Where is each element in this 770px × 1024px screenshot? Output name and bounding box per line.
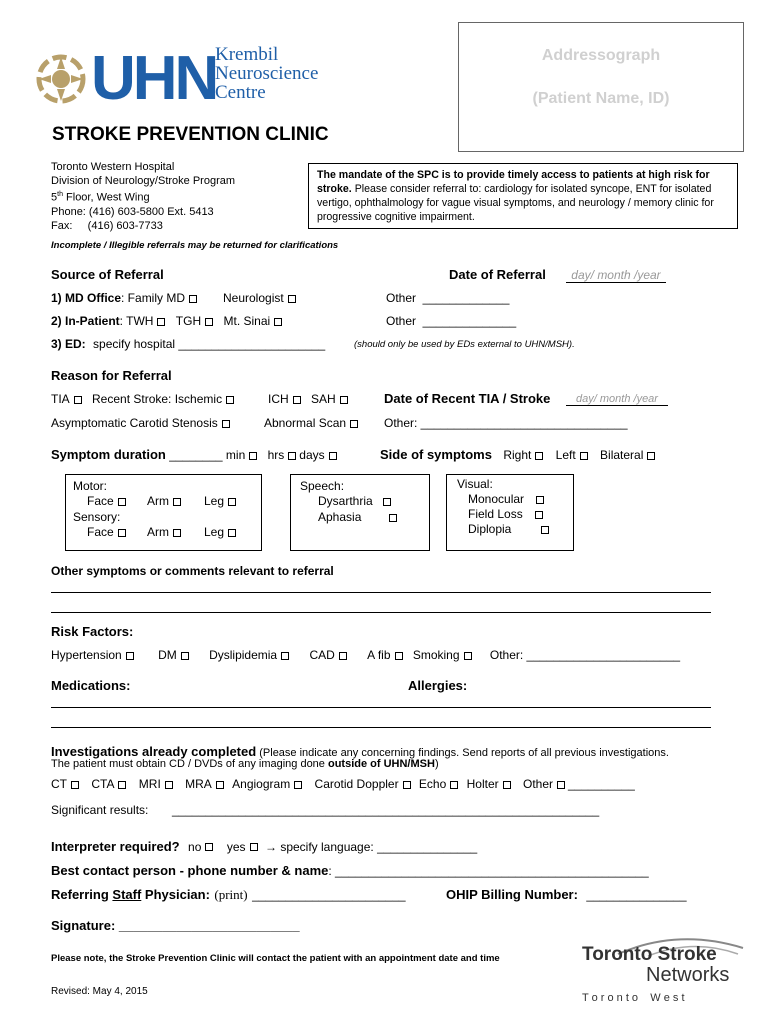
monocular-row: Monocular: [468, 492, 547, 506]
uhn-logo: [35, 45, 325, 115]
motor-sensory-box: [65, 474, 262, 551]
addressograph-subtitle: (Patient Name, ID): [532, 90, 670, 107]
ich-checkbox[interactable]: [293, 396, 301, 404]
tsn-logo: [578, 934, 758, 1014]
reason-row2: Asymptomatic Carotid Stenosis: [51, 416, 233, 430]
sensory-arm-checkbox[interactable]: [173, 529, 181, 537]
uhn-emblem-icon: [35, 49, 87, 109]
risk-other-field[interactable]: Other: _______________________: [489, 648, 681, 662]
abnormal-scan-checkbox[interactable]: [350, 420, 358, 428]
mandate-text: Please consider referral to: cardiology for isolated syncope, ENT for isolated vertigo, ophthalmology for vague visual symptoms, and neurology / memory clinic for progressive cognitive impairment.: [317, 183, 714, 223]
revised-date: Revised: May 4, 2015: [51, 986, 148, 997]
hospital-division: Division of Neurology/Stroke Program: [51, 175, 236, 187]
recent-tia-date-label: Date of Recent TIA / Stroke: [384, 391, 551, 406]
risk-row: Hypertension DM Dyslipidemia CAD A fib Smoking Other: _______________________: [51, 648, 681, 662]
signature-field[interactable]: Signature: _________________________: [51, 918, 300, 933]
investigations-other-field[interactable]: __________: [568, 777, 635, 791]
right-checkbox[interactable]: [535, 452, 543, 460]
hrs-checkbox[interactable]: [288, 452, 296, 460]
visual-label: Visual:: [457, 477, 493, 491]
recent-tia-date-field[interactable]: day/ month /year: [566, 393, 668, 406]
symptom-duration-row: Symptom duration ________ min hrs days: [51, 447, 340, 462]
page-title: STROKE PREVENTION CLINIC: [52, 124, 329, 145]
hospital-fax: Fax: (416) 603-7733: [51, 219, 163, 232]
neurologist-row: Neurologist: [223, 291, 299, 305]
date-of-referral-label: Date of Referral: [449, 267, 546, 282]
logo-line2: Neuroscience: [215, 63, 319, 84]
reason-other-field[interactable]: Other: _______________________________: [384, 416, 628, 430]
dysarthria-checkbox[interactable]: [383, 498, 391, 506]
motor-arm-checkbox[interactable]: [173, 498, 181, 506]
interpreter-row: Interpreter required? no yes → specify language: _______________: [51, 839, 478, 854]
left-checkbox[interactable]: [580, 452, 588, 460]
aphasia-row: Aphasia: [318, 510, 400, 524]
mt-sinai-checkbox[interactable]: [274, 318, 282, 326]
other1-field[interactable]: Other _____________: [386, 291, 510, 305]
hospital-info: [51, 160, 235, 233]
hospital-phone: Phone: (416) 603-5800 Ext. 5413: [51, 205, 214, 218]
monocular-checkbox[interactable]: [536, 496, 544, 504]
risk-heading: Risk Factors:: [51, 624, 134, 639]
neurologist-checkbox[interactable]: [288, 295, 296, 303]
investigations-row: CT CTA MRI MRA Angiogram Carotid Doppler Echo Holter Other __________: [51, 777, 635, 791]
days-checkbox[interactable]: [329, 452, 337, 460]
carotid-stenosis-checkbox[interactable]: [222, 420, 230, 428]
dyslipidemia-checkbox[interactable]: [281, 652, 289, 660]
mandate-bold: The mandate of the SPC is to provide timely access to patients at high risk for stroke.: [317, 169, 710, 195]
investigations-heading: Investigations already completed: [51, 744, 257, 759]
language-field[interactable]: → specify language: _______________: [265, 840, 478, 854]
please-note: Please note, the Stroke Prevention Clinic will contact the patient with an appointment date and time: [51, 953, 500, 964]
hospital-floor: 5th Floor, West Wing: [51, 191, 150, 204]
tgh-checkbox[interactable]: [205, 318, 213, 326]
medications-label: Medications:: [51, 678, 131, 693]
motor-label: Motor:: [73, 479, 108, 493]
tia-checkbox[interactable]: [74, 396, 82, 404]
other-symptoms-line2[interactable]: [51, 612, 711, 613]
holter-checkbox[interactable]: [503, 781, 511, 789]
ischemic-checkbox[interactable]: [226, 396, 234, 404]
field-loss-row: Field Loss: [468, 507, 546, 521]
logo-line3: Centre: [215, 82, 266, 103]
mri-checkbox[interactable]: [165, 781, 173, 789]
addressograph-box[interactable]: [458, 22, 744, 152]
diplopia-row: Diplopia: [468, 522, 552, 536]
medications-line2[interactable]: [51, 727, 711, 728]
interpreter-no-checkbox[interactable]: [205, 843, 213, 851]
motor-face-checkbox[interactable]: [118, 498, 126, 506]
ed-row: 3) ED: specify hospital ______________________: [51, 337, 326, 351]
motor-leg: Leg: [204, 494, 239, 508]
uhn-wordmark: UHN: [91, 44, 217, 113]
sensory-arm: Arm: [147, 525, 184, 539]
diplopia-checkbox[interactable]: [541, 526, 549, 534]
sensory-label: Sensory:: [73, 510, 121, 524]
reason-row1: TIA Recent Stroke: Ischemic: [51, 392, 237, 406]
tsn-line2: Networks: [646, 964, 730, 986]
carotid-doppler-checkbox[interactable]: [403, 781, 411, 789]
bilateral-checkbox[interactable]: [647, 452, 655, 460]
abnormal-scan-row: Abnormal Scan: [264, 416, 361, 430]
ct-checkbox[interactable]: [71, 781, 79, 789]
min-checkbox[interactable]: [249, 452, 257, 460]
other-symptoms-line1[interactable]: [51, 592, 711, 593]
smoking-checkbox[interactable]: [464, 652, 472, 660]
family-md-checkbox[interactable]: [189, 295, 197, 303]
ed-note: (should only be used by EDs external to UHN/MSH).: [354, 339, 575, 350]
obtain-note: The patient must obtain CD / DVDs of any imaging done outside of UHN/MSH): [51, 758, 439, 770]
interpreter-yes-checkbox[interactable]: [250, 843, 258, 851]
md-office-row: 1) MD Office: Family MD: [51, 291, 200, 305]
sensory-face: Face: [87, 525, 129, 539]
mandate-box: [308, 163, 738, 229]
investigations-note: (Please indicate any concerning findings. Send reports of all previous investigations.: [256, 747, 669, 759]
speech-box: [290, 474, 430, 551]
echo-checkbox[interactable]: [450, 781, 458, 789]
incomplete-note: Incomplete / Illegible referrals may be returned for clarifications: [51, 240, 339, 251]
inpatient-row: 2) In-Patient: TWH TGH Mt. Sinai: [51, 314, 285, 328]
date-of-referral-field[interactable]: day/ month /year: [566, 268, 666, 283]
allergies-label: Allergies:: [408, 678, 468, 693]
duration-field[interactable]: ________: [169, 448, 223, 462]
angiogram-checkbox[interactable]: [294, 781, 302, 789]
physician-row: Referring Staff Physician: (print) _______________________: [51, 887, 406, 902]
significant-results-field[interactable]: ________________________________________________________________: [172, 803, 600, 817]
sensory-leg-checkbox[interactable]: [228, 529, 236, 537]
sah-checkbox[interactable]: [340, 396, 348, 404]
other-symptoms-label: Other symptoms or comments relevant to referral: [51, 564, 334, 578]
logo-line1: Krembil: [215, 44, 279, 65]
physician-name-field[interactable]: _______________________: [252, 888, 406, 902]
contact-row: Best contact person - phone number & name: _______________________________________________: [51, 863, 649, 878]
source-heading: Source of Referral: [51, 267, 164, 282]
other2-field[interactable]: Other ______________: [386, 314, 517, 328]
afib-checkbox[interactable]: [395, 652, 403, 660]
mra-checkbox[interactable]: [216, 781, 224, 789]
ohip-row: OHIP Billing Number: _______________: [446, 887, 687, 902]
cad-checkbox[interactable]: [339, 652, 347, 660]
twh-checkbox[interactable]: [157, 318, 165, 326]
field-loss-checkbox[interactable]: [535, 511, 543, 519]
significant-results-label: Significant results:: [51, 803, 149, 817]
side-row: Side of symptoms Right Left Bilateral: [380, 447, 658, 462]
medications-line1[interactable]: [51, 707, 711, 708]
motor-leg-checkbox[interactable]: [228, 498, 236, 506]
ohip-field[interactable]: _______________: [586, 888, 687, 902]
ed-specify-field[interactable]: specify hospital ______________________: [93, 337, 326, 351]
motor-arm: Arm: [147, 494, 184, 508]
ich-sah-row: ICH SAH: [268, 392, 351, 406]
dysarthria-row: Dysarthria: [318, 494, 394, 508]
speech-label: Speech:: [300, 479, 345, 493]
tsn-line3: T o r o n t o W e s t: [582, 992, 685, 1004]
motor-face: Face: [87, 494, 129, 508]
sensory-face-checkbox[interactable]: [118, 529, 126, 537]
sensory-leg: Leg: [204, 525, 239, 539]
aphasia-checkbox[interactable]: [389, 514, 397, 522]
visual-box: [446, 474, 574, 551]
reason-heading: Reason for Referral: [51, 368, 172, 383]
hypertension-checkbox[interactable]: [126, 652, 134, 660]
cta-checkbox[interactable]: [118, 781, 126, 789]
investigations-other-checkbox[interactable]: [557, 781, 565, 789]
hospital-name: Toronto Western Hospital: [51, 161, 175, 173]
contact-field[interactable]: : _______________________________________________: [328, 864, 649, 878]
dm-checkbox[interactable]: [181, 652, 189, 660]
tsn-line1: Toronto Stroke: [582, 944, 717, 965]
addressograph-title: Addressograph: [541, 47, 661, 64]
